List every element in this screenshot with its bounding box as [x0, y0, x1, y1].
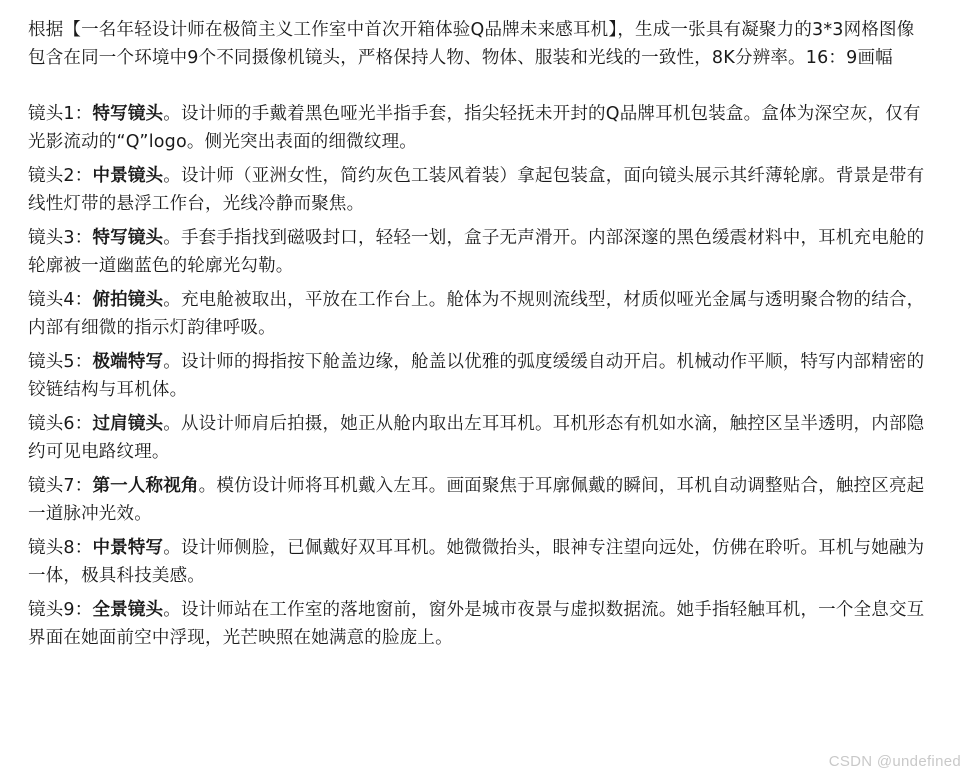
- shot-description: 。从设计师肩后拍摄，她正从舱内取出左耳耳机。耳机形态有机如水滴，触控区呈半透明，内部隐约可见电路纹理。: [28, 414, 925, 462]
- paragraph-gap: [28, 76, 938, 100]
- shot-6: [28, 410, 938, 466]
- shot-description: 。设计师（亚洲女性，简约灰色工装风着装）拿起包装盒，面向镜头展示其纤薄轮廓。背景是带有线性灯带的悬浮工作台，光线冷静而聚焦。: [28, 166, 925, 214]
- shot-type: 特写镜头: [92, 104, 164, 124]
- shot-description: 。设计师侧脸，已佩戴好双耳耳机。她微微抬头，眼神专注望向远处，仿佛在聆听。耳机与她融为一体，极具科技美感。: [28, 538, 925, 586]
- shot-label: 镜头3：: [28, 228, 93, 248]
- shot-label: 镜头2：: [28, 166, 93, 186]
- shot-label: 镜头9：: [28, 600, 93, 620]
- shot-description: 。手套手指找到磁吸封口，轻轻一划，盒子无声滑开。内部深邃的黑色缓震材料中，耳机充电舱的轮廓被一道幽蓝色的轮廓光勾勒。: [28, 228, 925, 276]
- shot-label: 镜头5：: [28, 352, 93, 372]
- intro-line-1: 根据【一名年轻设计师在极简主义工作室中首次开箱体验Q品牌未来感耳机】，生成一张具有凝聚力的3*3网格图像: [28, 20, 915, 40]
- shot-1: [28, 100, 938, 156]
- document-body: [28, 16, 938, 658]
- shot-type: 极端特写: [92, 352, 164, 372]
- shot-3: [28, 224, 938, 280]
- shot-5: [28, 348, 938, 404]
- shot-type: 中景镜头: [92, 166, 164, 186]
- shot-type: 过肩镜头: [92, 414, 164, 434]
- shot-label: 镜头6：: [28, 414, 93, 434]
- shot-label: 镜头4：: [28, 290, 93, 310]
- shot-type: 第一人称视角: [92, 476, 199, 496]
- csdn-watermark: CSDN @undefined: [828, 753, 961, 770]
- shot-7: [28, 472, 938, 528]
- shot-9: [28, 596, 938, 652]
- shot-8: [28, 534, 938, 590]
- shot-2: [28, 162, 938, 218]
- shot-label: 镜头1：: [28, 104, 93, 124]
- shot-description: 。设计师站在工作室的落地窗前，窗外是城市夜景与虚拟数据流。她手指轻触耳机，一个全息交互界面在她面前空中浮现，光芒映照在她满意的脸庞上。: [28, 600, 925, 648]
- shot-type: 全景镜头: [92, 600, 164, 620]
- shot-4: [28, 286, 938, 342]
- shot-label: 镜头8：: [28, 538, 93, 558]
- shot-type: 特写镜头: [92, 228, 164, 248]
- shot-type: 中景特写: [92, 538, 164, 558]
- intro-line-2: 包含在同一个环境中9个不同摄像机镜头，严格保持人物、物体、服装和光线的一致性，8K分辨率。16：9画幅: [28, 48, 893, 68]
- shot-label: 镜头7：: [28, 476, 93, 496]
- shot-description: 。模仿设计师将耳机戴入左耳。画面聚焦于耳廓佩戴的瞬间，耳机自动调整贴合，触控区亮起一道脉冲光效。: [28, 476, 925, 524]
- shot-description: 。设计师的拇指按下舱盖边缘，舱盖以优雅的弧度缓缓自动开启。机械动作平顺，特写内部精密的铰链结构与耳机体。: [28, 352, 925, 400]
- shot-description: 。充电舱被取出，平放在工作台上。舱体为不规则流线型，材质似哑光金属与透明聚合物的结合，内部有细微的指示灯韵律呼吸。: [28, 290, 925, 338]
- shot-description: 。设计师的手戴着黑色哑光半指手套，指尖轻抚未开封的Q品牌耳机包装盒。盒体为深空灰，仅有光影流动的“Q”logo。侧光突出表面的细微纹理。: [28, 104, 921, 152]
- shot-type: 俯拍镜头: [92, 290, 164, 310]
